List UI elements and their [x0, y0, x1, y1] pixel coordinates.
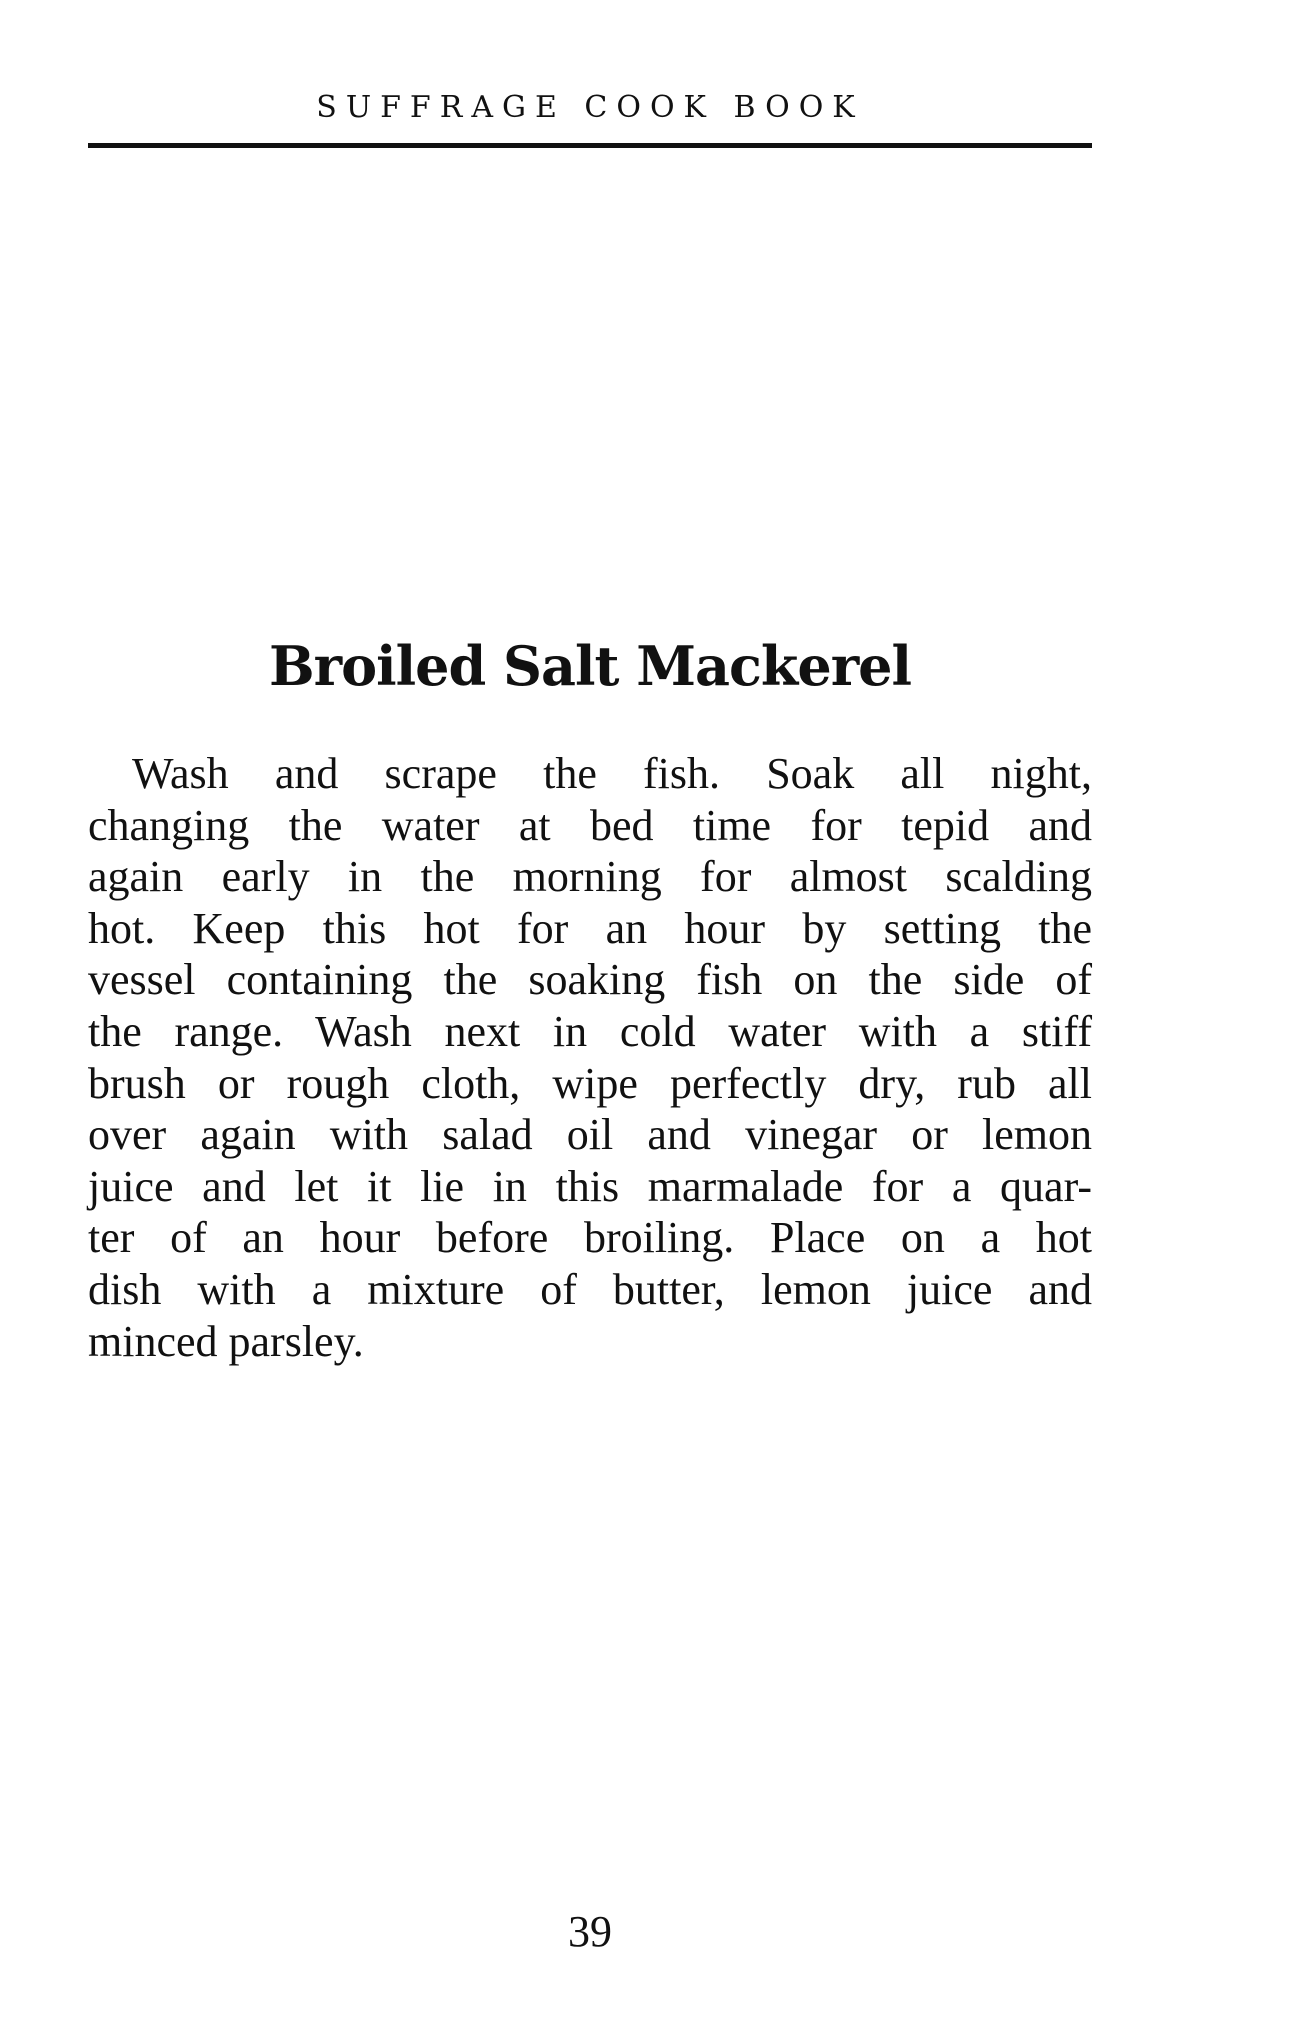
recipe-line: dish with a mixture of butter, lemon juice and — [88, 1264, 1092, 1314]
running-header: SUFFRAGE COOK BOOK — [316, 90, 864, 125]
recipe-line: Wash and scrape the fish. Soak all night, — [132, 749, 1092, 798]
page-number: 39 — [568, 1907, 612, 1956]
recipe-line: hot. Keep this hot for an hour by setting the — [88, 903, 1092, 953]
recipe-line: the range. Wash next in cold water with a stiff — [88, 1006, 1092, 1056]
recipe-line: changing the water at bed time for tepid and — [88, 800, 1092, 850]
recipe-line: vessel containing the soaking fish on the side of — [88, 955, 1092, 1005]
recipe-line: again early in the morning for almost scalding — [88, 852, 1092, 902]
recipe-line: over again with salad oil and vinegar or lemon — [88, 1110, 1092, 1160]
recipe-body — [88, 748, 1092, 1367]
recipe-line: minced parsley. — [88, 1316, 364, 1366]
recipe-line: juice and let it lie in this marmalade for a quar- — [88, 1161, 1092, 1211]
recipe-line: brush or rough cloth, wipe perfectly dry, rub all — [88, 1058, 1092, 1108]
recipe-line: ter of an hour before broiling. Place on a hot — [88, 1213, 1092, 1263]
recipe-title: Broiled Salt Mackerel — [268, 634, 912, 698]
header-rule — [88, 143, 1092, 148]
